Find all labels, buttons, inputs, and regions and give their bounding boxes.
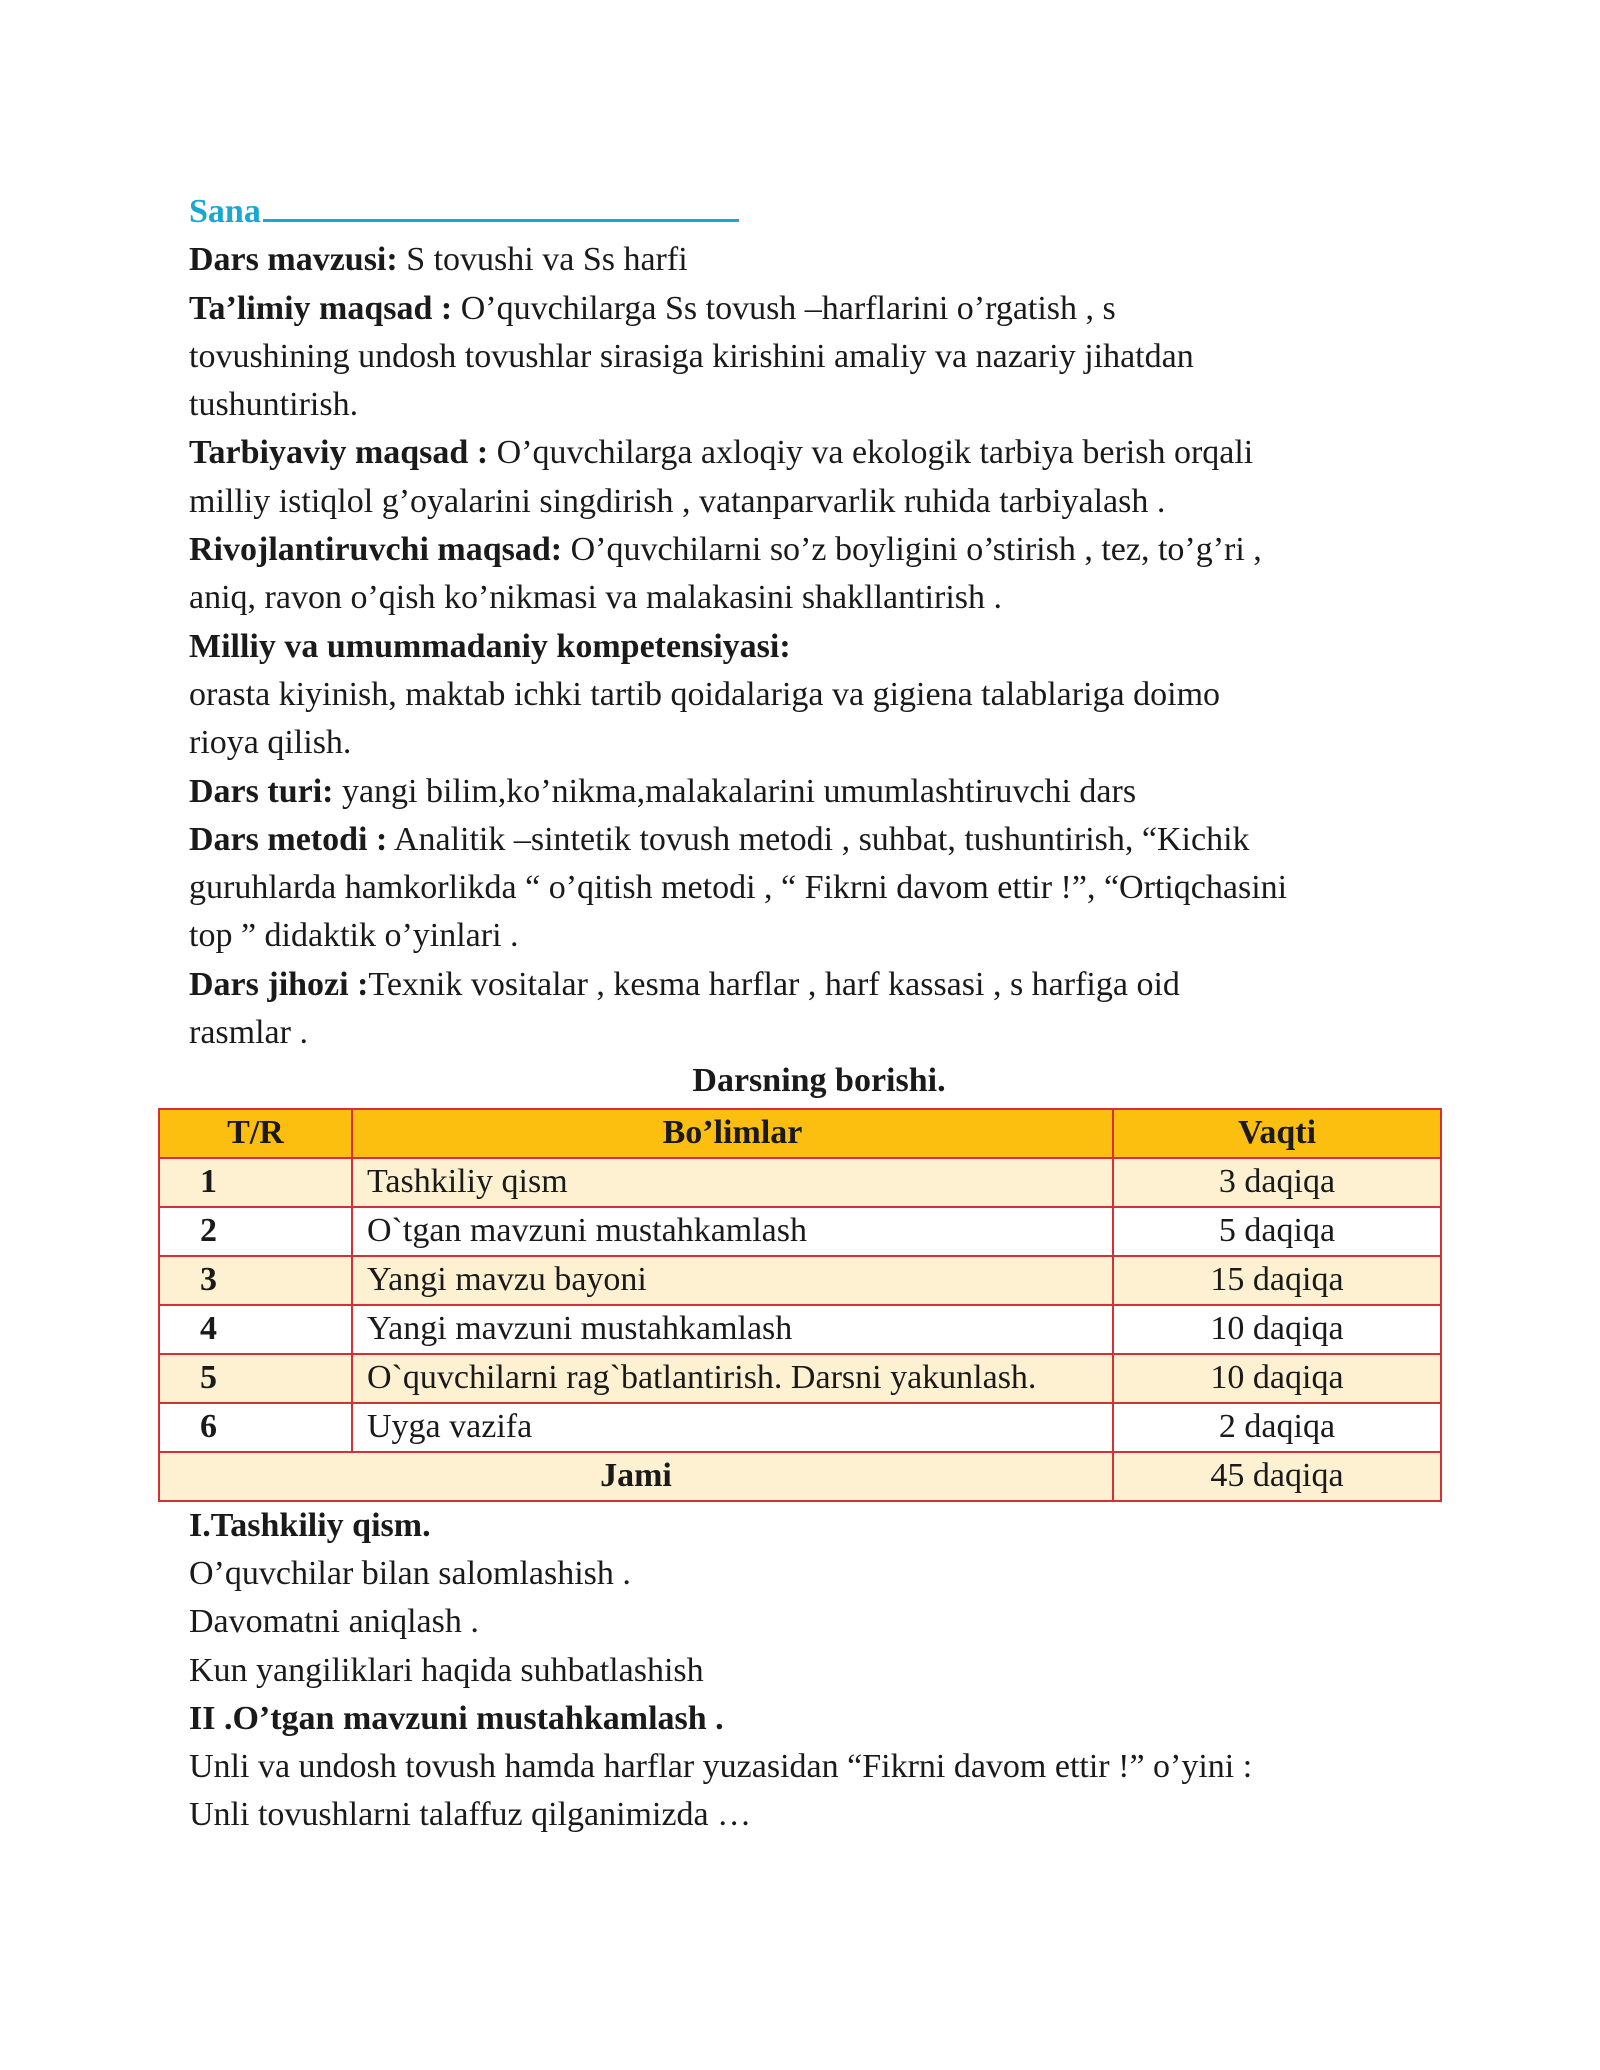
table-row <box>159 1403 1441 1452</box>
upbringing-goal-cont: milliy istiqlol g’oyalarini singdirish , vatanparvarlik ruhida tarbiyalash . <box>189 482 1166 520</box>
upbringing-goal-label: Tarbiyaviy maqsad : <box>189 434 489 472</box>
header-time: Vaqti <box>1113 1109 1441 1158</box>
row-time: 10 daqiqa <box>1113 1354 1441 1403</box>
lesson-topic <box>189 236 1449 284</box>
paragraph: Unli va undosh tovush hamda harflar yuzasidan “Fikrni davom ettir !” o’yini : <box>189 1748 1253 1786</box>
date-label: Sana <box>189 193 261 230</box>
lesson-plan-table <box>158 1108 1442 1502</box>
table-row <box>159 1158 1441 1207</box>
developmental-goal-cont: aniq, ravon o’qish ko’nikmasi va malakasini shakllantirish . <box>189 579 1003 617</box>
header-number: T/R <box>159 1109 352 1158</box>
lesson-method-cont: guruhlarda hamkorlikda “ o’qitish metodi , “ Fikrni davom ettir !”, “Ortiqchasini <box>189 869 1288 907</box>
developmental-goal <box>189 526 1449 574</box>
educational-goal <box>189 285 1449 333</box>
lesson-method-text: Analitik –sintetik tovush metodi , suhbat, tushuntirish, “Kichik <box>387 820 1250 858</box>
lesson-equipment-label: Dars jihozi : <box>189 965 369 1003</box>
row-number: 3 <box>159 1256 352 1305</box>
educational-goal-label: Ta’limiy maqsad : <box>189 289 453 327</box>
developmental-goal-text: O’quvchilarni so’z boyligini o’stirish , tez, to’g’ri , <box>562 531 1262 569</box>
educational-goal-end: tushuntirish. <box>189 386 359 424</box>
row-section: O`tgan mavzuni mustahkamlash <box>352 1207 1113 1256</box>
lesson-topic-label: Dars mavzusi: <box>189 241 398 279</box>
lesson-type-label: Dars turi: <box>189 772 334 810</box>
educational-goal-cont: tovushining undosh tovushlar sirasiga kirishini amaliy va nazariy jihatdan <box>189 337 1194 375</box>
paragraph: Unli tovushlarni talaffuz qilganimizda … <box>189 1796 752 1834</box>
row-number: 2 <box>159 1207 352 1256</box>
row-time: 2 daqiqa <box>1113 1403 1441 1452</box>
row-section: Yangi mavzuni mustahkamlash <box>352 1305 1113 1354</box>
row-section: Uyga vazifa <box>352 1403 1113 1452</box>
lesson-method <box>189 816 1449 864</box>
header-sections: Bo’limlar <box>352 1109 1113 1158</box>
lesson-type <box>189 768 1449 816</box>
lesson-type-text: yangi bilim,ko’nikma,malakalarini umumlashtiruvchi dars <box>333 772 1137 810</box>
table-row <box>159 1354 1441 1403</box>
date-line <box>189 188 1449 236</box>
row-time: 3 daqiqa <box>1113 1158 1441 1207</box>
date-blank-rule <box>263 195 739 222</box>
lesson-method-label: Dars metodi : <box>189 820 388 858</box>
table-row <box>159 1207 1441 1256</box>
total-time: 45 daqiqa <box>1113 1452 1441 1501</box>
lesson-plan <box>189 188 1449 1840</box>
table-row <box>159 1256 1441 1305</box>
lesson-equipment-end: rasmlar . <box>189 1014 308 1052</box>
row-number: 5 <box>159 1354 352 1403</box>
table-title: Darsning borishi. <box>692 1062 946 1100</box>
row-time: 5 daqiqa <box>1113 1207 1441 1256</box>
row-time: 15 daqiqa <box>1113 1256 1441 1305</box>
row-number: 4 <box>159 1305 352 1354</box>
lesson-equipment <box>189 961 1449 1009</box>
educational-goal-text: O’quvchilarga Ss tovush –harflarini o’rgatish , s <box>452 289 1116 327</box>
lesson-equipment-text: Texnik vositalar , kesma harflar , harf kassasi , s harfiga oid <box>368 965 1180 1003</box>
competence-text: orasta kiyinish, maktab ichki tartib qoidalariga va gigiena talablariga doimo <box>189 675 1221 713</box>
paragraph: Kun yangiliklari haqida suhbatlashish <box>189 1651 704 1689</box>
row-time: 10 daqiqa <box>1113 1305 1441 1354</box>
competence-text-end: rioya qilish. <box>189 724 352 762</box>
paragraph: Davomatni aniqlash . <box>189 1603 479 1641</box>
table-row <box>159 1305 1441 1354</box>
row-section: Yangi mavzu bayoni <box>352 1256 1113 1305</box>
section-heading-review: II .O’tgan mavzuni mustahkamlash . <box>189 1699 724 1737</box>
developmental-goal-label: Rivojlantiruvchi maqsad: <box>189 531 563 569</box>
upbringing-goal-text: O’quvchilarga axloqiy va ekologik tarbiya berish orqali <box>488 434 1254 472</box>
row-number: 1 <box>159 1158 352 1207</box>
table-total-row <box>159 1452 1441 1501</box>
paragraph: O’quvchilar bilan salomlashish . <box>189 1554 631 1592</box>
row-number: 6 <box>159 1403 352 1452</box>
row-section: O`quvchilarni rag`batlantirish. Darsni yakunlash. <box>352 1354 1113 1403</box>
section-heading-organizational: I.Tashkiliy qism. <box>189 1506 431 1544</box>
lesson-topic-text: S tovushi va Ss harfi <box>397 241 688 279</box>
competence-heading: Milliy va umummadaniy kompetensiyasi: <box>189 627 791 665</box>
lesson-method-end: top ” didaktik o’yinlari . <box>189 917 519 955</box>
table-header-row <box>159 1109 1441 1158</box>
total-label: Jami <box>159 1452 1113 1501</box>
row-section: Tashkiliy qism <box>352 1158 1113 1207</box>
upbringing-goal <box>189 429 1449 477</box>
